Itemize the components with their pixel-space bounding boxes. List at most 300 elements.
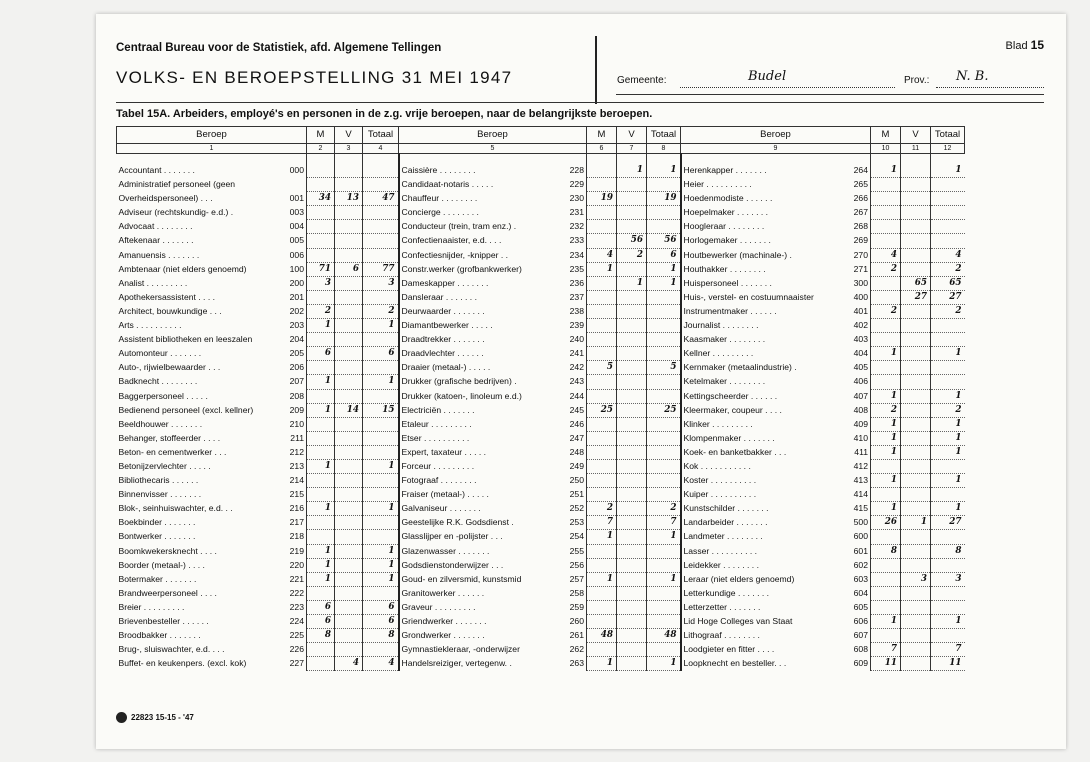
male-count[interactable] <box>871 178 901 192</box>
male-count[interactable] <box>587 544 617 558</box>
total-count[interactable]: 7 <box>647 516 681 530</box>
total-count[interactable] <box>647 375 681 389</box>
male-count[interactable]: 7 <box>871 643 901 657</box>
female-count[interactable] <box>335 530 363 544</box>
female-count[interactable] <box>901 445 931 459</box>
male-count[interactable]: 1 <box>871 431 901 445</box>
female-count[interactable] <box>617 333 647 347</box>
male-count[interactable]: 1 <box>307 572 335 586</box>
total-count[interactable] <box>647 290 681 304</box>
total-count[interactable] <box>931 178 965 192</box>
male-count[interactable] <box>587 600 617 614</box>
female-count[interactable] <box>901 459 931 473</box>
total-count[interactable]: 1 <box>363 544 399 558</box>
total-count[interactable]: 1 <box>647 572 681 586</box>
female-count[interactable] <box>901 615 931 629</box>
male-count[interactable] <box>587 276 617 290</box>
total-count[interactable] <box>931 530 965 544</box>
female-count[interactable] <box>901 417 931 431</box>
total-count[interactable]: 77 <box>363 262 399 276</box>
male-count[interactable]: 1 <box>871 615 901 629</box>
total-count[interactable] <box>647 459 681 473</box>
total-count[interactable]: 1 <box>931 164 965 178</box>
male-count[interactable] <box>307 586 335 600</box>
female-count[interactable] <box>335 488 363 502</box>
male-count[interactable]: 1 <box>307 502 335 516</box>
female-count[interactable] <box>617 417 647 431</box>
female-count[interactable] <box>617 445 647 459</box>
male-count[interactable]: 1 <box>587 657 617 671</box>
male-count[interactable] <box>307 657 335 671</box>
total-count[interactable] <box>647 474 681 488</box>
female-count[interactable] <box>617 516 647 530</box>
total-count[interactable] <box>363 248 399 262</box>
female-count[interactable] <box>335 600 363 614</box>
female-count[interactable] <box>617 643 647 657</box>
total-count[interactable]: 6 <box>363 347 399 361</box>
male-count[interactable]: 2 <box>587 502 617 516</box>
male-count[interactable] <box>587 164 617 178</box>
total-count[interactable] <box>647 206 681 220</box>
total-count[interactable]: 2 <box>363 304 399 318</box>
total-count[interactable]: 1 <box>363 558 399 572</box>
total-count[interactable] <box>931 375 965 389</box>
female-count[interactable] <box>335 445 363 459</box>
female-count[interactable]: 14 <box>335 403 363 417</box>
total-count[interactable]: 27 <box>931 516 965 530</box>
total-count[interactable]: 3 <box>931 572 965 586</box>
female-count[interactable] <box>617 206 647 220</box>
total-count[interactable]: 1 <box>363 502 399 516</box>
male-count[interactable] <box>871 572 901 586</box>
female-count[interactable] <box>335 572 363 586</box>
total-count[interactable] <box>647 389 681 403</box>
female-count[interactable]: 2 <box>617 248 647 262</box>
male-count[interactable]: 5 <box>587 361 617 375</box>
male-count[interactable] <box>307 488 335 502</box>
total-count[interactable] <box>647 178 681 192</box>
female-count[interactable]: 1 <box>617 276 647 290</box>
male-count[interactable] <box>587 333 617 347</box>
total-count[interactable] <box>363 389 399 403</box>
male-count[interactable] <box>587 304 617 318</box>
total-count[interactable] <box>647 445 681 459</box>
total-count[interactable]: 1 <box>647 262 681 276</box>
female-count[interactable] <box>617 474 647 488</box>
total-count[interactable] <box>647 417 681 431</box>
total-count[interactable]: 1 <box>931 417 965 431</box>
total-count[interactable] <box>931 361 965 375</box>
female-count[interactable] <box>617 290 647 304</box>
female-count[interactable] <box>617 220 647 234</box>
female-count[interactable] <box>901 262 931 276</box>
male-count[interactable] <box>871 530 901 544</box>
female-count[interactable] <box>617 502 647 516</box>
female-count[interactable] <box>335 459 363 473</box>
female-count[interactable] <box>335 276 363 290</box>
female-count[interactable] <box>901 629 931 643</box>
female-count[interactable] <box>617 657 647 671</box>
female-count[interactable] <box>617 178 647 192</box>
male-count[interactable]: 48 <box>587 629 617 643</box>
male-count[interactable]: 1 <box>587 530 617 544</box>
male-count[interactable] <box>871 319 901 333</box>
female-count[interactable] <box>335 502 363 516</box>
male-count[interactable]: 2 <box>871 304 901 318</box>
female-count[interactable] <box>335 248 363 262</box>
male-count[interactable]: 1 <box>307 544 335 558</box>
female-count[interactable] <box>901 361 931 375</box>
male-count[interactable] <box>587 417 617 431</box>
female-count[interactable]: 6 <box>335 262 363 276</box>
female-count[interactable] <box>617 431 647 445</box>
female-count[interactable] <box>335 516 363 530</box>
total-count[interactable] <box>647 431 681 445</box>
male-count[interactable] <box>307 164 335 178</box>
total-count[interactable] <box>931 220 965 234</box>
total-count[interactable]: 1 <box>931 431 965 445</box>
total-count[interactable]: 48 <box>647 629 681 643</box>
female-count[interactable] <box>617 544 647 558</box>
female-count[interactable] <box>617 319 647 333</box>
male-count[interactable] <box>871 488 901 502</box>
female-count[interactable] <box>901 586 931 600</box>
female-count[interactable]: 1 <box>901 516 931 530</box>
female-count[interactable] <box>617 530 647 544</box>
female-count[interactable] <box>617 361 647 375</box>
male-count[interactable]: 71 <box>307 262 335 276</box>
total-count[interactable]: 47 <box>363 192 399 206</box>
total-count[interactable]: 2 <box>931 262 965 276</box>
male-count[interactable]: 4 <box>871 248 901 262</box>
total-count[interactable] <box>647 347 681 361</box>
total-count[interactable] <box>931 558 965 572</box>
male-count[interactable] <box>307 516 335 530</box>
male-count[interactable] <box>587 586 617 600</box>
total-count[interactable] <box>931 629 965 643</box>
male-count[interactable] <box>587 431 617 445</box>
female-count[interactable] <box>335 629 363 643</box>
male-count[interactable]: 1 <box>587 572 617 586</box>
male-count[interactable]: 19 <box>587 192 617 206</box>
male-count[interactable] <box>587 389 617 403</box>
total-count[interactable]: 65 <box>931 276 965 290</box>
total-count[interactable]: 11 <box>931 657 965 671</box>
female-count[interactable] <box>335 615 363 629</box>
total-count[interactable] <box>647 544 681 558</box>
female-count[interactable] <box>335 290 363 304</box>
total-count[interactable] <box>931 459 965 473</box>
male-count[interactable]: 2 <box>871 403 901 417</box>
total-count[interactable] <box>931 192 965 206</box>
female-count[interactable] <box>617 488 647 502</box>
female-count[interactable]: 27 <box>901 290 931 304</box>
male-count[interactable]: 4 <box>587 248 617 262</box>
female-count[interactable] <box>617 615 647 629</box>
female-count[interactable] <box>901 643 931 657</box>
male-count[interactable] <box>871 290 901 304</box>
total-count[interactable]: 1 <box>931 474 965 488</box>
male-count[interactable] <box>307 389 335 403</box>
total-count[interactable] <box>647 220 681 234</box>
total-count[interactable] <box>647 333 681 347</box>
total-count[interactable]: 2 <box>647 502 681 516</box>
female-count[interactable] <box>901 544 931 558</box>
male-count[interactable]: 6 <box>307 615 335 629</box>
female-count[interactable] <box>901 502 931 516</box>
total-count[interactable]: 1 <box>931 389 965 403</box>
total-count[interactable]: 1 <box>931 347 965 361</box>
male-count[interactable]: 25 <box>587 403 617 417</box>
total-count[interactable] <box>363 516 399 530</box>
female-count[interactable] <box>901 488 931 502</box>
female-count[interactable] <box>617 600 647 614</box>
total-count[interactable]: 4 <box>363 657 399 671</box>
total-count[interactable] <box>363 178 399 192</box>
female-count[interactable] <box>901 319 931 333</box>
male-count[interactable] <box>307 234 335 248</box>
male-count[interactable]: 1 <box>871 502 901 516</box>
male-count[interactable] <box>871 276 901 290</box>
total-count[interactable]: 1 <box>931 615 965 629</box>
male-count[interactable]: 1 <box>871 445 901 459</box>
total-count[interactable] <box>363 234 399 248</box>
female-count[interactable] <box>335 586 363 600</box>
male-count[interactable] <box>587 234 617 248</box>
female-count[interactable] <box>901 474 931 488</box>
male-count[interactable] <box>587 206 617 220</box>
female-count[interactable] <box>901 530 931 544</box>
female-count[interactable] <box>901 164 931 178</box>
female-count[interactable] <box>617 586 647 600</box>
male-count[interactable] <box>587 220 617 234</box>
total-count[interactable]: 2 <box>931 304 965 318</box>
male-count[interactable]: 34 <box>307 192 335 206</box>
female-count[interactable] <box>617 389 647 403</box>
male-count[interactable]: 1 <box>307 459 335 473</box>
male-count[interactable] <box>307 431 335 445</box>
male-count[interactable] <box>587 643 617 657</box>
male-count[interactable] <box>587 558 617 572</box>
total-count[interactable] <box>647 643 681 657</box>
female-count[interactable] <box>335 375 363 389</box>
total-count[interactable] <box>647 488 681 502</box>
female-count[interactable] <box>901 248 931 262</box>
female-count[interactable]: 65 <box>901 276 931 290</box>
male-count[interactable] <box>871 459 901 473</box>
male-count[interactable] <box>307 290 335 304</box>
male-count[interactable] <box>871 220 901 234</box>
female-count[interactable] <box>335 164 363 178</box>
male-count[interactable]: 1 <box>587 262 617 276</box>
total-count[interactable] <box>931 333 965 347</box>
total-count[interactable] <box>931 488 965 502</box>
female-count[interactable] <box>335 431 363 445</box>
total-count[interactable]: 25 <box>647 403 681 417</box>
female-count[interactable] <box>901 206 931 220</box>
total-count[interactable]: 1 <box>363 375 399 389</box>
total-count[interactable] <box>363 417 399 431</box>
male-count[interactable]: 2 <box>871 262 901 276</box>
male-count[interactable] <box>307 417 335 431</box>
total-count[interactable] <box>363 206 399 220</box>
total-count[interactable]: 7 <box>931 643 965 657</box>
male-count[interactable] <box>871 375 901 389</box>
male-count[interactable]: 6 <box>307 600 335 614</box>
female-count[interactable] <box>617 347 647 361</box>
total-count[interactable]: 8 <box>363 629 399 643</box>
female-count[interactable] <box>617 262 647 276</box>
female-count[interactable] <box>335 417 363 431</box>
total-count[interactable]: 5 <box>647 361 681 375</box>
total-count[interactable] <box>647 558 681 572</box>
total-count[interactable] <box>363 164 399 178</box>
total-count[interactable]: 19 <box>647 192 681 206</box>
male-count[interactable] <box>587 615 617 629</box>
total-count[interactable] <box>363 643 399 657</box>
male-count[interactable]: 8 <box>871 544 901 558</box>
male-count[interactable]: 8 <box>307 629 335 643</box>
female-count[interactable] <box>617 558 647 572</box>
female-count[interactable] <box>901 431 931 445</box>
female-count[interactable] <box>335 178 363 192</box>
male-count[interactable]: 11 <box>871 657 901 671</box>
male-count[interactable] <box>587 375 617 389</box>
female-count[interactable] <box>335 389 363 403</box>
female-count[interactable] <box>335 234 363 248</box>
female-count[interactable] <box>335 474 363 488</box>
male-count[interactable] <box>871 558 901 572</box>
male-count[interactable] <box>307 643 335 657</box>
male-count[interactable] <box>871 333 901 347</box>
female-count[interactable]: 13 <box>335 192 363 206</box>
total-count[interactable] <box>363 361 399 375</box>
male-count[interactable] <box>871 361 901 375</box>
male-count[interactable] <box>587 290 617 304</box>
female-count[interactable] <box>335 333 363 347</box>
male-count[interactable] <box>307 178 335 192</box>
female-count[interactable] <box>901 657 931 671</box>
female-count[interactable] <box>617 192 647 206</box>
total-count[interactable] <box>647 319 681 333</box>
total-count[interactable] <box>363 586 399 600</box>
female-count[interactable] <box>901 304 931 318</box>
female-count[interactable] <box>901 558 931 572</box>
female-count[interactable] <box>335 319 363 333</box>
male-count[interactable] <box>871 206 901 220</box>
male-count[interactable] <box>587 347 617 361</box>
male-count[interactable]: 26 <box>871 516 901 530</box>
total-count[interactable]: 8 <box>931 544 965 558</box>
female-count[interactable] <box>335 544 363 558</box>
total-count[interactable] <box>363 333 399 347</box>
total-count[interactable]: 6 <box>363 600 399 614</box>
total-count[interactable] <box>363 290 399 304</box>
total-count[interactable] <box>363 431 399 445</box>
female-count[interactable] <box>335 558 363 572</box>
male-count[interactable] <box>871 192 901 206</box>
total-count[interactable]: 6 <box>647 248 681 262</box>
total-count[interactable] <box>363 530 399 544</box>
female-count[interactable] <box>617 304 647 318</box>
total-count[interactable] <box>363 220 399 234</box>
male-count[interactable] <box>871 629 901 643</box>
female-count[interactable]: 3 <box>901 572 931 586</box>
male-count[interactable] <box>587 178 617 192</box>
male-count[interactable]: 3 <box>307 276 335 290</box>
total-count[interactable]: 1 <box>363 319 399 333</box>
male-count[interactable] <box>307 474 335 488</box>
male-count[interactable]: 7 <box>587 516 617 530</box>
female-count[interactable] <box>901 389 931 403</box>
male-count[interactable]: 1 <box>871 474 901 488</box>
total-count[interactable]: 1 <box>647 530 681 544</box>
total-count[interactable] <box>647 586 681 600</box>
total-count[interactable] <box>647 304 681 318</box>
total-count[interactable] <box>931 319 965 333</box>
male-count[interactable]: 2 <box>307 304 335 318</box>
male-count[interactable]: 6 <box>307 347 335 361</box>
total-count[interactable]: 3 <box>363 276 399 290</box>
male-count[interactable] <box>587 445 617 459</box>
female-count[interactable]: 4 <box>335 657 363 671</box>
female-count[interactable] <box>617 459 647 473</box>
female-count[interactable] <box>617 375 647 389</box>
female-count[interactable] <box>335 220 363 234</box>
total-count[interactable] <box>931 234 965 248</box>
total-count[interactable] <box>931 206 965 220</box>
male-count[interactable] <box>871 600 901 614</box>
total-count[interactable]: 15 <box>363 403 399 417</box>
total-count[interactable]: 1 <box>647 657 681 671</box>
total-count[interactable]: 6 <box>363 615 399 629</box>
male-count[interactable] <box>871 234 901 248</box>
male-count[interactable] <box>587 488 617 502</box>
total-count[interactable] <box>931 586 965 600</box>
male-count[interactable] <box>307 206 335 220</box>
female-count[interactable] <box>335 206 363 220</box>
female-count[interactable]: 1 <box>617 164 647 178</box>
female-count[interactable] <box>901 375 931 389</box>
male-count[interactable]: 1 <box>871 164 901 178</box>
female-count[interactable] <box>901 347 931 361</box>
total-count[interactable]: 1 <box>363 572 399 586</box>
total-count[interactable]: 1 <box>647 164 681 178</box>
total-count[interactable]: 56 <box>647 234 681 248</box>
total-count[interactable]: 1 <box>647 276 681 290</box>
male-count[interactable] <box>871 586 901 600</box>
total-count[interactable]: 1 <box>931 502 965 516</box>
male-count[interactable]: 1 <box>871 389 901 403</box>
female-count[interactable] <box>335 304 363 318</box>
male-count[interactable] <box>587 459 617 473</box>
total-count[interactable]: 1 <box>363 459 399 473</box>
male-count[interactable]: 1 <box>307 558 335 572</box>
female-count[interactable] <box>901 333 931 347</box>
male-count[interactable] <box>307 530 335 544</box>
male-count[interactable]: 1 <box>307 375 335 389</box>
female-count[interactable] <box>335 643 363 657</box>
female-count[interactable] <box>617 572 647 586</box>
male-count[interactable] <box>587 319 617 333</box>
female-count[interactable] <box>901 192 931 206</box>
female-count[interactable] <box>901 403 931 417</box>
female-count[interactable] <box>335 361 363 375</box>
male-count[interactable] <box>307 220 335 234</box>
total-count[interactable] <box>363 474 399 488</box>
female-count[interactable] <box>617 629 647 643</box>
total-count[interactable] <box>363 488 399 502</box>
